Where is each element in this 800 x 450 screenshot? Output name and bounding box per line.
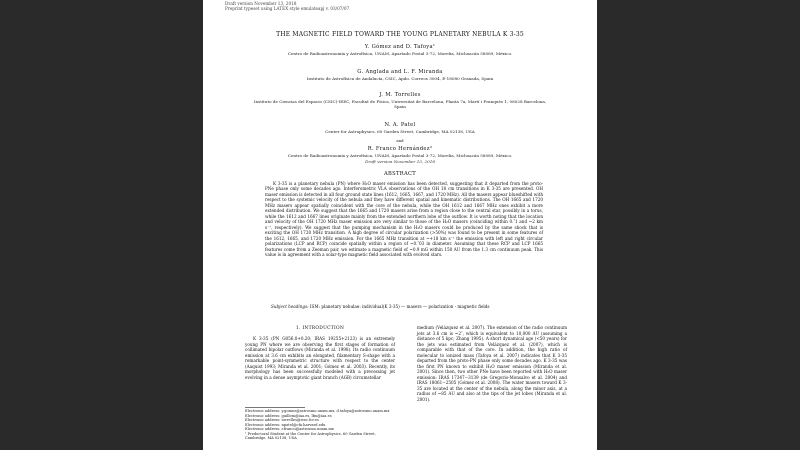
- footnote: ¹ Predoctoral Student at the Center for Astrophysics, 60 Garden Street, Cambridge, MA 02138, USA: [245, 431, 376, 440]
- author-affiliation: Centro de Radioastronomía y Astrofísica, UNAM, Apartado Postal 3-72, Morelia, Michoacán 58089, México.: [287, 51, 513, 56]
- footnote-rule: [245, 407, 305, 408]
- intro-right-column: medium (Velázquez et al. 2007). The extension of the radio continuum jets at 3.6 cm is ~2″, which is equivalent to 10,000 AU (assuming a distance of 5 kpc; Zhang 1995). A short dynamical age (<50 years) for the jets was estimated from Velázquez et al. (2007), which is comparable with that of the core. In addition, the high ratio of molecular to ionized mass (Tafoya et al. 2007) indicates that K 3-35 departed from the proto-PN phase only some decades ago. K 3-35 was the first PN known to exhibit H₂O maser emission (Miranda et al. 2001). Since then, two other PNe have been reported with H₂O maser emission: IRAS 17347−3139 (de Gregorio-Monsalvo et al. 2004) and IRAS 18061−2505 (Gómez et al. 2008). The water masers toward K 3-35 are located at the center of the nebula, along the minor axis, at a radius of ~85 AU and also at the tips of the jet lobes (Miranda et al. 2001).: [417, 325, 567, 402]
- author-names: J. M. Torrelles: [379, 92, 421, 98]
- draft-date: Draft version November 13, 2018: [365, 159, 435, 164]
- abstract-body: [265, 181, 543, 258]
- preprint-line: Preprint typeset using LATEX style emulateapj v. 03/07/07: [225, 6, 350, 11]
- author-names: N. A. Patel: [384, 122, 416, 128]
- footnote: Electronic address: npatel@cfa.harvard.edu: [245, 422, 326, 427]
- author-affiliation: Instituto de Astrofísica de Andalucía, CSIC, Apdo. Correos 3004, E-18080 Granada, Spain: [306, 76, 494, 81]
- and-separator: and: [396, 138, 404, 143]
- abstract-heading: ABSTRACT: [383, 171, 417, 177]
- subject-text: ISM: planetary nebulae: individual(K 3-35) — masers — polarization - magnetic fields: [309, 304, 490, 309]
- subject-headings: [271, 304, 541, 309]
- author-names: R. Franco Hernández²: [367, 146, 433, 152]
- footnote: Electronic address: r.franco@astrosmo.unam.mx: [245, 427, 334, 431]
- intro-left-text: K 3-35 (PN G056.0+0.20; IRAS 19255+2123) is an extremely young PN where we are observing the first stages of formation of collimated bipolar outflows (Miranda et al. 1998). Its radio continuum emission at 3.6 cm exhibits an elongated, filamentary S-shape with a remarkable point-symmetric structure with respect to the center (Aaquist 1993; Miranda et al. 2001; Gómez et al. 2003). Recently, its morphology has been successfully modeled with a precessing jet evolving in a dense asymptotic giant branch (AGB) circumstellar: [245, 336, 395, 380]
- paper-page: [203, 0, 597, 450]
- author-names: G. Anglada and L. F. Miranda: [357, 69, 443, 75]
- paper-title: THE MAGNETIC FIELD TOWARD THE YOUNG PLANETARY NEBULA K 3-35: [276, 31, 524, 38]
- footnote: Electronic address: guillem@iaa.es, lfm@iaa.es: [245, 413, 332, 418]
- section-heading: 1. INTRODUCTION: [295, 326, 345, 331]
- intro-left-column: [245, 336, 395, 380]
- abstract-text: K 3-35 is a planetary nebula (PN) where H₂O maser emission has been detected, suggesting that it departed from the proto-PNe phase only some decades ago. Interferometric VLA observations of the OH 18 cm transitions in K 3-35 are presented. OH maser emission is detected in all four ground state lines (1612, 1665, 1667, and 1720 MHz). All the masers appear blueshifted with respect to the systemic velocity of the nebula and they have different spatial and kinematic distributions. The OH 1665 and 1720 MHz masers appear spatially coincident with the core of the nebula, while the OH 1612 and 1667 MHz ones exhibit a more extended distribution. We suggest that the 1665 and 1720 masers arise from a region close to the central star, possibly in a torus, while the 1612 and 1667 lines originate mainly from the extended northern lobe of the outflow. It is worth noting that the location and velocity of the OH 1720 MHz maser emission are very similar to those of the H₂O masers (coinciding within 0.″1 and ~2 km s⁻¹, respectively). We suggest that the pumping mechanism in the H₂O masers could be produced by the same shock that is exciting the OH 1720 MHz transition. A high degree of circular polarization (>50%) was found to be present in some features of the 1612, 1665, and 1720 MHz emission. For the 1665 MHz transition at ~+18 km s⁻¹ the emission with left and right circular polarizations (LCP and RCP) coincide spatially within a region of ~0.″03 in diameter. Assuming that these RCP and LCP 1665 features come from a Zeeman pair, we estimate a magnetic field of ~0.9 mG within 150 AU from the 1.3 cm continuum peak. This value is in agreement with a solar-type magnetic field associated with evolved stars.: [265, 181, 543, 258]
- footnote: Electronic address: y.gomez@astrosmo.unam.mx, d.tafoya@astrosmo.unam.mx: [245, 409, 390, 413]
- footnotes: [245, 409, 395, 441]
- footnote: Electronic address: torrelles@ieec.fcr.es: [245, 418, 319, 422]
- subject-label: Subject headings:: [271, 304, 309, 309]
- author-affiliation: Center for Astrophysics, 60 Garden Street, Cambridge, MA 02138, USA: [325, 129, 475, 134]
- author-names: Y. Gómez and D. Tafoya¹: [364, 44, 436, 50]
- author-affiliation: Centro de Radioastronomía y Astrofísica, UNAM, Apartado Postal 3-72, Morelia, Michoacán 58089, México.: [287, 153, 513, 158]
- author-affiliation: Instituto de Ciencias del Espacio (CSIC)-IEEC, Facultat de Física, Universitat de Barcelona, Planta 7a, Martí i Franquès 1, 08028 Barcelona, Spain: [253, 99, 547, 109]
- draft-line: Draft version November 13, 2018: [225, 1, 297, 6]
